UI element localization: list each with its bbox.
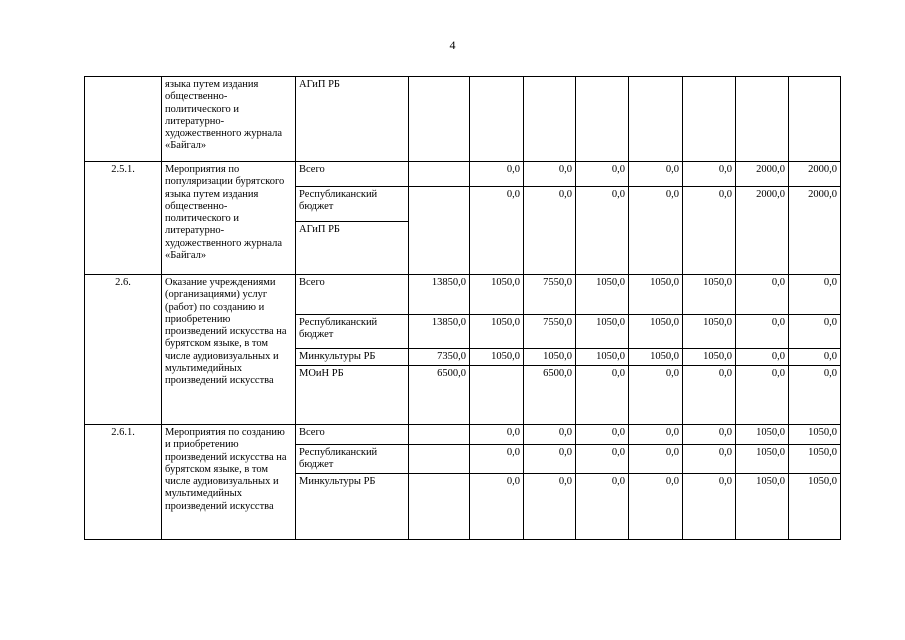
value-cell: 2000,0 [789,162,841,187]
value-cell: 0,0 [524,473,576,539]
value-cell: 0,0 [789,315,841,349]
funding-source: Всего [296,425,409,445]
value-cell [409,445,470,474]
value-cell: 0,0 [736,366,789,425]
item-number: 2.6.1. [85,425,162,540]
value-cell: 1050,0 [576,349,629,366]
table-row [85,275,841,315]
value-cell: 1050,0 [629,315,683,349]
value-cell: 1050,0 [524,349,576,366]
value-cell: 0,0 [576,187,629,275]
table-row [85,425,841,445]
value-cell: 0,0 [470,187,524,275]
value-cell: 0,0 [683,162,736,187]
value-cell: 0,0 [683,366,736,425]
value-cell: 2000,0 [789,187,841,275]
value-cell: 2000,0 [736,187,789,275]
value-cell: 0,0 [576,366,629,425]
value-cell [409,187,470,275]
item-name: Мероприятия по созданию и приобретению произведений искусства на бурятском языке, в том числе аудиовизуальных и мультимедийных произведений искусства [162,425,296,540]
item-name: языка путем издания общественно-политического и литературно-художественного журнала «Байгал» [162,77,296,162]
value-cell: 0,0 [736,275,789,315]
value-cell: 0,0 [524,445,576,474]
item-number [85,77,162,162]
value-cell: 0,0 [736,349,789,366]
value-cell: 13850,0 [409,315,470,349]
funding-source: Всего [296,275,409,315]
value-cell: 6500,0 [524,366,576,425]
value-cell [409,425,470,445]
value-cell: 0,0 [683,473,736,539]
value-cell: 1050,0 [683,315,736,349]
value-cell [409,473,470,539]
funding-source: АГиП РБ [296,222,409,275]
value-cell: 7350,0 [409,349,470,366]
value-cell: 0,0 [470,473,524,539]
value-cell: 1050,0 [736,445,789,474]
value-cell [736,77,789,162]
value-cell: 0,0 [576,162,629,187]
value-cell: 0,0 [524,187,576,275]
value-cell: 1050,0 [683,349,736,366]
value-cell: 1050,0 [629,349,683,366]
value-cell: 0,0 [470,425,524,445]
value-cell: 0,0 [683,187,736,275]
value-cell: 0,0 [683,425,736,445]
value-cell [409,162,470,187]
funding-table [84,76,841,540]
value-cell [409,77,470,162]
value-cell: 0,0 [524,162,576,187]
value-cell: 0,0 [629,187,683,275]
value-cell: 0,0 [789,275,841,315]
value-cell [683,77,736,162]
value-cell [789,77,841,162]
table-row [85,162,841,187]
value-cell: 0,0 [629,162,683,187]
value-cell: 1050,0 [789,473,841,539]
item-number: 2.6. [85,275,162,425]
value-cell: 2000,0 [736,162,789,187]
value-cell [524,77,576,162]
funding-source: АГиП РБ [296,77,409,162]
funding-source: Всего [296,162,409,187]
value-cell [470,366,524,425]
table-row [85,77,841,162]
value-cell [576,77,629,162]
value-cell: 1050,0 [736,425,789,445]
item-name: Мероприятия по популяризации бурятского языка путем издания общественно-политического и литературно-художественного журнала «Байгал» [162,162,296,275]
value-cell: 7550,0 [524,275,576,315]
value-cell: 1050,0 [576,275,629,315]
funding-source: Республиканский бюджет [296,187,409,222]
value-cell: 0,0 [629,445,683,474]
value-cell: 0,0 [789,366,841,425]
value-cell: 0,0 [629,473,683,539]
value-cell: 1050,0 [470,349,524,366]
item-name: Оказание учреждениями (организациями) услуг (работ) по созданию и приобретению произведений искусства на бурятском языке, в том числе аудиовизуальных и мультимедийных произведений искусства [162,275,296,425]
value-cell: 0,0 [629,366,683,425]
value-cell: 1050,0 [789,425,841,445]
funding-source: Минкультуры РБ [296,349,409,366]
funding-source: Республиканский бюджет [296,445,409,474]
value-cell: 0,0 [576,425,629,445]
value-cell: 1050,0 [470,315,524,349]
value-cell [629,77,683,162]
value-cell: 0,0 [470,162,524,187]
value-cell: 1050,0 [789,445,841,474]
value-cell: 0,0 [789,349,841,366]
funding-source: Республиканский бюджет [296,315,409,349]
value-cell: 0,0 [470,445,524,474]
value-cell: 0,0 [576,445,629,474]
value-cell: 0,0 [576,473,629,539]
value-cell: 0,0 [524,425,576,445]
funding-source: МОиН РБ [296,366,409,425]
item-number: 2.5.1. [85,162,162,275]
value-cell: 1050,0 [736,473,789,539]
value-cell: 1050,0 [629,275,683,315]
funding-source: Минкультуры РБ [296,473,409,539]
value-cell: 0,0 [683,445,736,474]
value-cell: 7550,0 [524,315,576,349]
value-cell: 0,0 [629,425,683,445]
value-cell: 1050,0 [470,275,524,315]
value-cell: 6500,0 [409,366,470,425]
value-cell: 1050,0 [683,275,736,315]
value-cell: 0,0 [736,315,789,349]
page-number: 4 [449,38,456,52]
value-cell: 1050,0 [576,315,629,349]
value-cell: 13850,0 [409,275,470,315]
value-cell [470,77,524,162]
